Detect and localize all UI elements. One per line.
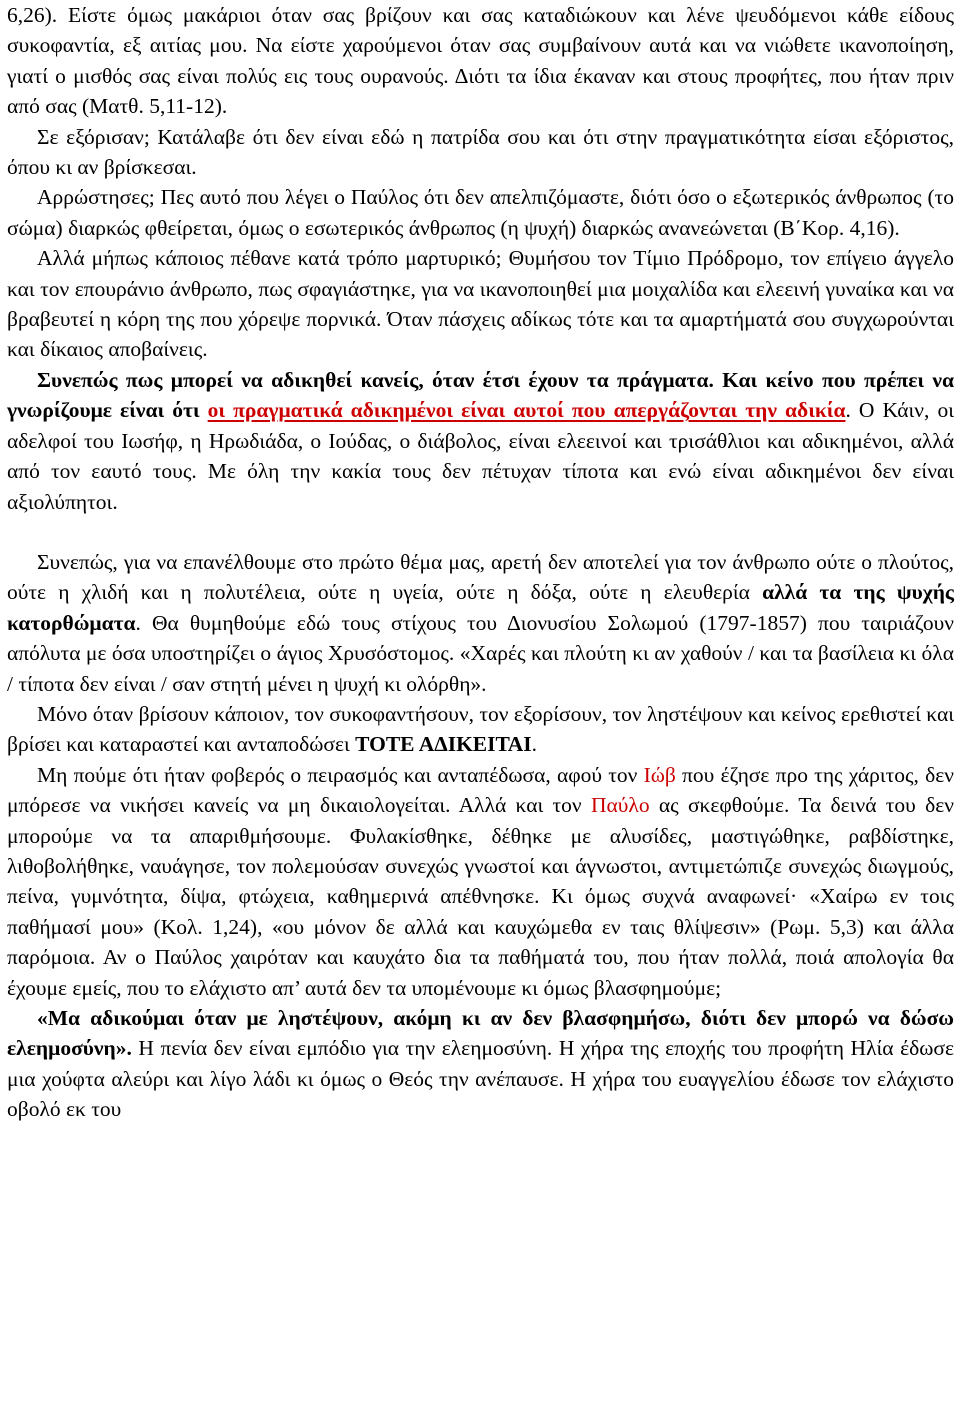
paragraph-3 xyxy=(7,182,954,243)
paragraph-8-text-a: Μη πούμε ότι ήταν φοβερός ο πειρασμός και ανταπέδωσα, αφού τον xyxy=(37,762,644,787)
paragraph-6 xyxy=(7,547,954,699)
paragraph-8-name-paul: Παύλο xyxy=(590,793,650,818)
paragraph-5 xyxy=(7,365,954,517)
paragraph-6-bold: αλλά τα της ψυχής κατορθώματα xyxy=(7,580,954,635)
paragraph-8-text-b: που έζησε προ της χάριτος, δεν μπόρεσε να νικήσει κανείς να μη δικαιολογείται. Αλλά και τον xyxy=(7,762,954,818)
paragraph-3-text: Αρρώστησες; Πες αυτό που λέγει ο Παύλος ότι δεν απελπιζόμαστε, διότι όσο ο εξωτερικός άνθρωπος (το σώμα) διαρκώς φθείρεται, όμως ο εσωτερικός άνθρωπος (η ψυχή) διαρκώς ανανεώνεται (Β΄Κορ. 4,16). xyxy=(7,185,954,240)
paragraph-5-bold-text: Συνεπώς πως μπορεί να αδικηθεί κανείς, όταν έτσι έχουν τα πράγματα. Και κείνο που πρέπει να γνωρίζουμε είναι ότι xyxy=(7,367,954,423)
paragraph-5-rest: . Ο Κάιν, οι αδελφοί του Ιωσήφ, η Ηρωδιάδα, ο Ιούδας, ο διάβολος, είναι ελεεινοί και τρισάθλιοι και αδικημένοι, αλλά από τον εαυτό τους. Με όλη την κακία τους δεν πέτυχαν τίποτα και ενώ είναι αδικημένοι δεν είναι αξιολύπητοι. xyxy=(7,398,955,514)
paragraph-4 xyxy=(7,243,954,365)
paragraph-1 xyxy=(7,0,954,122)
paragraph-7-text-b: . xyxy=(531,732,538,757)
paragraph-6-text-b: . Θα θυμηθούμε εδώ τους στίχους του Διονυσίου Σολωμού (1797-1857) που ταιριάζουν απόλυτα με όσα υποστηρίζει ο άγιος Χρυσόστομος. «Χαρές και πλούτη κι αν χαθούν / και τα βασίλεια κι όλα / τίποτα δεν είναι / σαν στητή μένει η ψυχή κι ολόρθη». xyxy=(7,610,954,696)
paragraph-9 xyxy=(7,1003,954,1125)
paragraph-9-bold-quote: «Μα αδικούμαι όταν με ληστέψουν, ακόμη κι αν δεν βλασφημήσω, διότι δεν μπορώ να δώσω ελεημοσύνη». xyxy=(7,1006,954,1061)
paragraph-7-bold: ΤΟΤΕ ΑΔΙΚΕΙΤΑΙ xyxy=(355,732,532,757)
paragraph-4-text: Αλλά μήπως κάποιος πέθανε κατά τρόπο μαρτυρικό; Θυμήσου τον Τίμιο Πρόδρομο, τον επίγειο άγγελο και τον επουράνιο άνθρωπο, πως σφαγιάστηκε, για να ικανοποιηθεί μια μοιχαλίδα και ελεεινή γυναίκα και να βραβευτεί η κόρη της που χόρεψε πορνικά. Όταν πάσχεις αδίκως τότε και τα αμαρτήματά σου συγχωρούνται και δίκαιος αποβαίνεις. xyxy=(7,246,954,362)
paragraph-7-text-a: Μόνο όταν βρίσουν κάποιον, τον συκοφαντήσουν, τον εξορίσουν, τον ληστέψουν και κείνος ερεθιστεί και βρίσει και καταραστεί και ανταποδώσει xyxy=(7,701,954,757)
paragraph-7 xyxy=(7,699,954,760)
paragraph-1-text: 6,26). Είστε όμως μακάριοι όταν σας βρίζουν και σας καταδιώκουν και λένε ψευδόμενοι κάθε είδους συκοφαντία, εξ αιτίας μου. Να είστε χαρούμενοι όταν σας συμβαίνουν αυτά και να νιώθετε ικανοποίηση, γιατί ο μισθός σας είναι πολύς εις τους ουρανούς. Διότι τα ίδια έκαναν και στους προφήτες, που ήταν πριν από σας (Ματθ. 5,11-12). xyxy=(7,3,954,119)
paragraph-9-rest: Η πενία δεν είναι εμπόδιο για την ελεημοσύνη. Η χήρα της εποχής του προφήτη Ηλία έδωσε μια χούφτα αλεύρι και λίγο λάδι κι όμως ο Θεός την ανέπαυσε. Η χήρα του ευαγγελίου έδωσε τον ελάχιστο οβολό εκ του xyxy=(7,1036,954,1122)
paragraph-2-text: Σε εξόρισαν; Κατάλαβε ότι δεν είναι εδώ η πατρίδα σου και ότι στην πραγματικότητα είσαι εξόριστος, όπου κι αν βρίσκεσαι. xyxy=(7,124,954,180)
paragraph-8 xyxy=(7,760,954,1003)
section-gap xyxy=(7,517,954,547)
paragraph-5-highlight: οι πραγματικά αδικημένοι είναι αυτοί που απεργάζονται την αδικία xyxy=(207,398,846,423)
paragraph-2 xyxy=(7,122,954,183)
paragraph-6-text-a: Συνεπώς, για να επανέλθουμε στο πρώτο θέμα μας, αρετή δεν αποτελεί για τον άνθρωπο ούτε ο πλούτος, ούτε η χλιδή και η πολυτέλεια, ούτε η υγεία, ούτε η δόξα, ούτε η ελευθερία xyxy=(7,549,954,605)
paragraph-8-name-job: Ιώβ xyxy=(643,762,676,787)
paragraph-8-text-c: ας σκεφθούμε. Τα δεινά του δεν μπορούμε να τα απαριθμήσουμε. Φυλακίσθηκε, δέθηκε με αλυσίδες, μαστιγώθηκε, ραβδίστηκε, λιθοβολήθηκε, ναυάγησε, τον πολεμούσαν συνεχώς γνωστοί και άγνωστοι, αντιμετώπιζε συνεχώς διωγμούς, πείνα, γυμνότητα, δίψα, φτώχεια, καθημερινά απέθνησκε. Κι όμως συχνά αναφωνεί· «Χαίρω εν τοις παθήμασί μου» (Κολ. 1,24), «ου μόνον δε αλλά και καυχώμεθα εν ταις θλίψεσιν» (Ρωμ. 5,3) και άλλα παρόμοια. Αν ο Παύλος χαιρόταν και καυχάτο δια τα παθήματά του, που ήταν πολλά, ποιά απολογία θα έχουμε εμείς, που το ελάχιστο απ’ αυτά δεν τα υπομένουμε κι όμως βλασφημούμε; xyxy=(7,793,954,1000)
